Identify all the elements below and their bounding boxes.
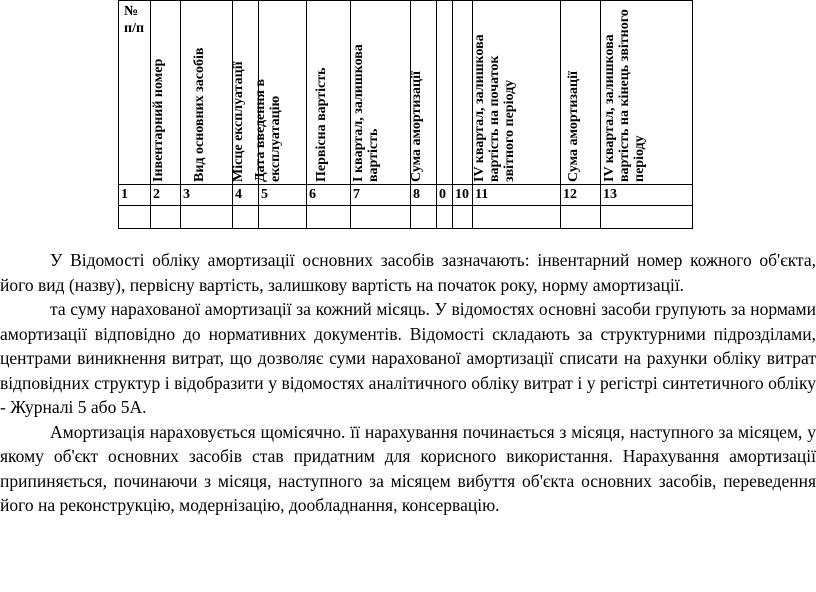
column-number: 10 (453, 185, 473, 206)
depreciation-table (118, 0, 693, 229)
column-number: 8 (411, 185, 437, 206)
header-cell-asset-type (181, 1, 233, 185)
column-number: 11 (473, 185, 561, 206)
table-empty-row (119, 206, 693, 229)
empty-cell (151, 206, 181, 229)
header-cell-q1-value (351, 1, 411, 185)
header-cell-inventory (151, 1, 181, 185)
header-label: Сума амортизації (408, 71, 424, 182)
paragraph-1: У Відомості обліку амортизації основних засобів зазначають: інвентарний номер кожного об'єкта, його вид (назву), первісну вартість, залишкову вартість на початок року, норму амортизації. (0, 250, 816, 295)
empty-cell (259, 206, 307, 229)
table-header-row (119, 1, 693, 185)
header-cell-q4-end (601, 1, 693, 185)
empty-cell (453, 206, 473, 229)
empty-cell (601, 206, 693, 229)
column-number: 5 (259, 185, 307, 206)
header-cell-blank-10 (453, 1, 473, 185)
paragraph-2: та суму нарахованої амортизації за кожний місяць. У відомостях основні засоби групують за нормами амортизації відповідно до нормативних документів. Відомості складають за структурними підрозділами, центрами виникнення витрат, що дозволяє суми нарахованої амортизації списати на рахунки обліку витрат відповідних структур і відобразити у відомостях аналітичного обліку витрат і у регістрі синтетичного обліку - Журналі 5 або 5А. (0, 299, 816, 417)
paragraph-3: Амортизація нараховується щомісячно. її нарахування починається з місяця, наступного за місяцем, у якому об'єкт основних засобів став придатним для корисного використання. Нарахування амортизації припиняється, починаючи з місяця, наступного за місяцем вибуття об'єкта основних засобів, переведення його на реконструкцію, модернізацію, дообладнання, консервацію. (0, 421, 816, 515)
column-number: 0 (437, 185, 453, 206)
header-cell-date (252, 1, 307, 185)
header-label: IV квартал, залишкова вартість на кінець звітного періоду (601, 9, 647, 182)
header-label: Сума амортизації (565, 71, 581, 182)
header-label: № п/п (124, 4, 145, 36)
column-number: 3 (181, 185, 233, 206)
body-text (0, 248, 816, 518)
header-label: IV квартал, залишкова вартість на початок звітного періоду (471, 34, 517, 182)
empty-cell (437, 206, 453, 229)
column-number: 12 (561, 185, 601, 206)
column-number: 2 (151, 185, 181, 206)
empty-cell (233, 206, 259, 229)
empty-cell (561, 206, 601, 229)
header-label: Дата введення в експлуатацію (252, 78, 283, 182)
column-number: 13 (601, 185, 693, 206)
column-number: 4 (233, 185, 259, 206)
header-cell-number (119, 1, 151, 185)
header-label: І квартал, залишкова вартість (350, 44, 381, 182)
header-label: Первісна вартість (313, 67, 329, 182)
header-cell-depreciation-2 (561, 1, 601, 185)
header-cell-initial-cost (307, 1, 351, 185)
empty-cell (181, 206, 233, 229)
header-label: Інвентарний номер (150, 58, 166, 182)
column-number: 7 (351, 185, 411, 206)
header-cell-depreciation (408, 1, 437, 185)
header-cell-q4-start (473, 1, 561, 185)
empty-cell (351, 206, 411, 229)
header-cell-blank-9 (437, 1, 453, 185)
table-numbering-row (119, 185, 693, 206)
empty-cell (411, 206, 437, 229)
empty-cell (119, 206, 151, 229)
header-label: Місце експлуатації (230, 61, 246, 182)
header-label: Вид основних засобів (191, 47, 207, 182)
column-number: 1 (119, 185, 151, 206)
empty-cell (307, 206, 351, 229)
column-number: 6 (307, 185, 351, 206)
empty-cell (473, 206, 561, 229)
